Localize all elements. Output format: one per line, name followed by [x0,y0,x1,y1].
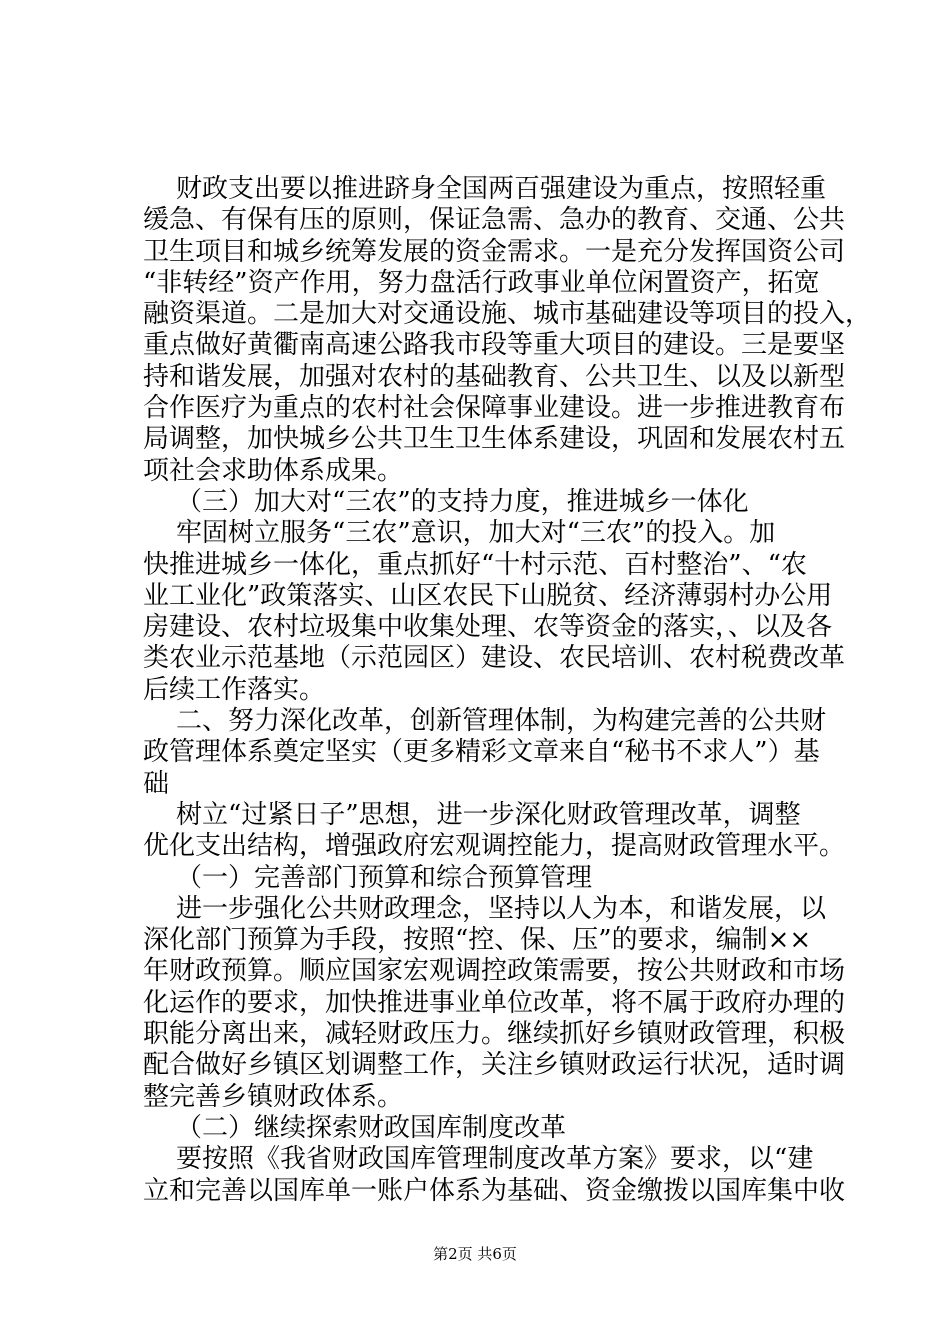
text-line: 财政支出要以推进跻身全国两百强建设为重点，按照轻重 [143,174,827,204]
text-line: 进一步强化公共财政理念，坚持以人为本，和谐发展，以 [143,893,827,924]
text-line: 持和谐发展，加强对农村的基础教育、公共卫生、以及以新型 [143,361,846,392]
text-line: 政管理体系奠定坚实（更多精彩文章来自“秘书不求人”）基 [143,737,820,768]
text-line: 立和完善以国库单一账户体系为基础、资金缴拨以国库集中收 [143,1175,846,1206]
text-line: 配合做好乡镇区划调整工作，关注乡镇财政运行状况，适时调 [143,1050,846,1081]
text-line: 职能分离出来，减轻财政压力。继续抓好乡镇财政管理，积极 [143,1019,846,1050]
text-line: 年财政预算。顺应国家宏观调控政策需要，按公共财政和市场 [143,956,846,987]
text-line: （二）继续探索财政国库制度改革 [143,1112,567,1143]
text-line: 快推进城乡一体化，重点抓好“十村示范、百村整治”、“农 [143,549,807,580]
text-line: 要按照《我省财政国库管理制度改革方案》要求，以“建 [143,1144,814,1175]
text-line: 化运作的要求，加快推进事业单位改革，将不属于政府办理的 [143,987,846,1018]
text-line: 整完善乡镇财政体系。 [143,1081,404,1112]
text-line: 础 [143,768,170,799]
text-line: （一）完善部门预算和综合预算管理 [143,862,593,893]
text-line: 优化支出结构，增强政府宏观调控能力，提高财政管理水平。 [143,831,846,862]
text-line: 树立“过紧日子”思想，进一步深化财政管理改革，调整 [143,799,801,830]
text-line: 重点做好黄衢南高速公路我市段等重大项目的建设。三是要坚 [143,330,846,361]
text-line: 二、努力深化改革，创新管理体制，为构建完善的公共财 [143,706,827,737]
text-line: 卫生项目和城乡统筹发展的资金需求。一是充分发挥国资公司 [143,236,846,267]
text-line: （三）加大对“三农”的支持力度，推进城乡一体化 [143,486,749,517]
text-line: 深化部门预算为手段，按照“控、保、压”的要求，编制×× [143,925,812,956]
text-line: 牢固树立服务“三农”意识，加大对“三农”的投入。加 [143,518,776,549]
text-line: 业工业化”政策落实、山区农民下山脱贫、经济薄弱村办公用 [143,580,833,611]
text-line: 房建设、农村垃圾集中收集处理、农等资金的落实，、以及各 [143,612,833,643]
text-line: 局调整，加快城乡公共卫生卫生体系建设，巩固和发展农村五 [143,424,846,455]
text-line: 项社会求助体系成果。 [143,455,404,486]
text-line: 缓急、有保有压的原则，保证急需、急办的教育、交通、公共 [143,205,846,236]
text-line: 后续工作落实。 [143,674,326,705]
text-line: “非转经”资产作用，努力盘活行政事业单位闲置资产，拓宽 [143,267,820,298]
document-body [143,174,872,1207]
page-footer: 第2页 共6页 [433,1245,517,1263]
text-line: 合作医疗为重点的农村社会保障事业建设。进一步推进教育布 [143,393,846,424]
text-line: 融资渠道。二是加大对交通设施、城市基础建设等项目的投入， [143,299,872,330]
text-line: 类农业示范基地（示范园区）建设、农民培训、农村税费改革 [143,643,846,674]
